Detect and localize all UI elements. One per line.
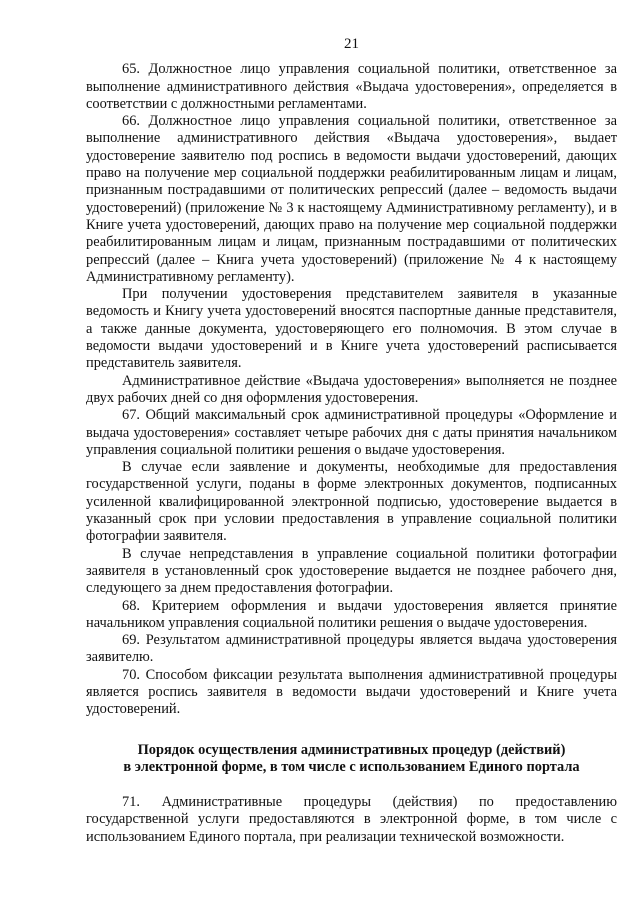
paragraph-66: 66. Должностное лицо управления социальной политики, ответственное за выполнение административного действия «Выдача удостоверения», выдает удостоверение заявителю под роспись в ведомости выдачи удостоверений, дающих право на получение мер социальной поддержки реабилитированным лицам и лицам, признанным пострадавшими от политических репрессий (далее – ведомость выдачи удостоверений) (приложение № 3 к настоящему Административному регламенту), и в Книге учета удостоверений, дающих право на получение мер социальной поддержки реабилитированным лицам и лицам, признанным пострадавшими от политических репрессий (далее – Книга учета удостоверений) (приложение № 4 к настоящему Административному регламенту). [86, 113, 617, 285]
section-heading [86, 742, 617, 777]
paragraph-photo: В случае непредставления в управление социальной политики фотографии заявителя в установленный срок удостоверение выдается не позднее рабочего дня, следующего за днем предоставления фотографии. [86, 545, 617, 597]
paragraph-70: 70. Способом фиксации результата выполнения административной процедуры является роспись заявителя в ведомости выдачи удостоверений и Книге учета удостоверений. [86, 666, 617, 718]
document-page [86, 36, 617, 846]
section-heading-line-1: Порядок осуществления административных процедур (действий) [137, 741, 566, 758]
paragraph-68: 68. Критерием оформления и выдачи удостоверения является принятие начальником управления социальной политики решения о выдаче удостоверения. [86, 597, 617, 631]
paragraph-electronic-docs: В случае если заявление и документы, необходимые для предоставления государственной услуги, поданы в форме электронных документов, подписанных усиленной квалифицированной электронной подписью, удостоверение выдается в указанный срок при условии предоставления в управление социальной политики фотографии заявителя. [86, 459, 617, 545]
page-number: 21 [344, 36, 359, 52]
paragraph-69: 69. Результатом административной процедуры является выдача удостоверения заявителю. [86, 632, 617, 666]
paragraph-representative: При получении удостоверения представителем заявителя в указанные ведомость и Книгу учета удостоверений вносятся паспортные данные представителя, а также данные документа, удостоверяющего его полномочия. В этом случае в ведомости выдачи удостоверений и в Книге учета удостоверений расписывается представитель заявителя. [86, 286, 617, 372]
paragraph-65: 65. Должностное лицо управления социальной политики, ответственное за выполнение административного действия «Выдача удостоверения», определяется в соответствии с должностными регламентами. [86, 61, 617, 112]
paragraph-71: 71. Административные процедуры (действия) по предоставлению государственной услуги предоставляются в электронной форме, в том числе с использованием Единого портала, при реализации технической возможности. [86, 794, 617, 845]
paragraph-deadline: Административное действие «Выдача удостоверения» выполняется не позднее двух рабочих дней со дня оформления удостоверения. [86, 372, 617, 406]
paragraph-67: 67. Общий максимальный срок административной процедуры «Оформление и выдача удостоверения» составляет четыре рабочих дня с даты принятия начальником управления социальной политики решения о выдаче удостоверения. [86, 407, 617, 458]
section-heading-line-2: в электронной форме, в том числе с использованием Единого портала [123, 758, 580, 775]
